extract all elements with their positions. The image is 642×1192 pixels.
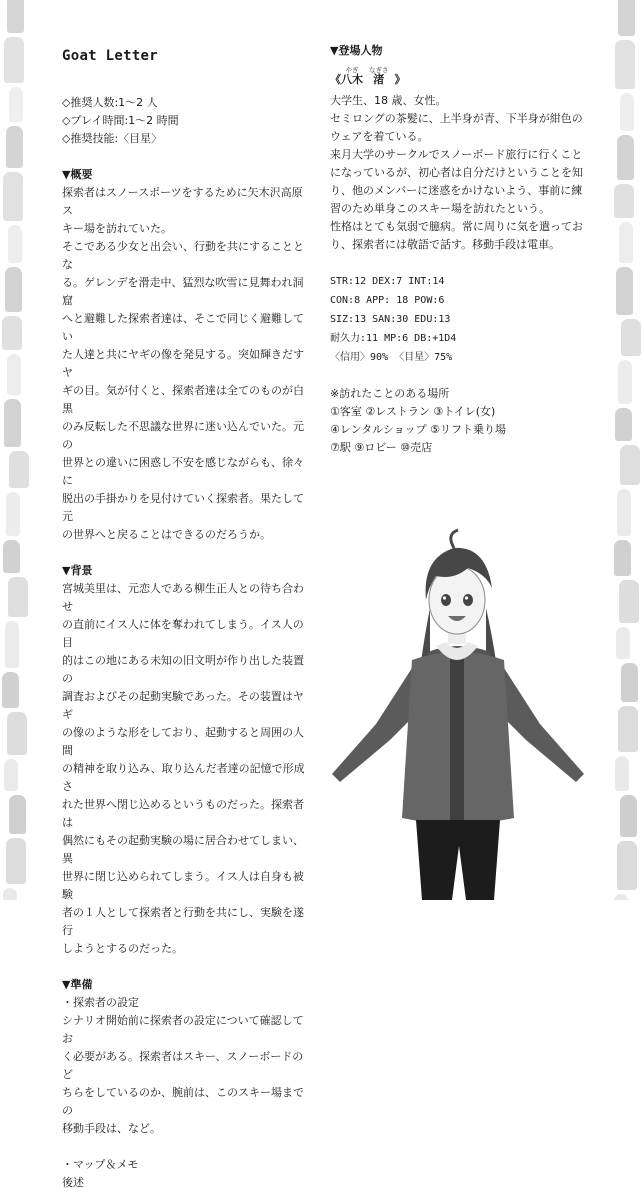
stat-line: 〈信用〉90% 〈目星〉75%: [330, 352, 453, 363]
border-figure: [2, 316, 22, 350]
summary-line: 脱出の手掛かりを見付けていく探索者。果たして元: [62, 492, 304, 523]
summary-heading: ▼概要: [62, 168, 93, 181]
visited-places: [330, 403, 615, 457]
preparation-line: 移動手段は、など。: [62, 1122, 161, 1135]
border-figure: [614, 184, 634, 218]
border-figure: [620, 93, 634, 131]
summary-line: 探索者はスノースポーツをするために矢木沢高原ス: [62, 186, 303, 217]
summary-line: た人達と共にヤギの像を発見する。突如輝きだすヤ: [62, 348, 304, 379]
border-figure: [618, 0, 635, 36]
character-stats: [330, 272, 615, 367]
background-line: しようとするのだった。: [62, 942, 183, 955]
stat-line: STR:12 DEX:7 INT:14: [330, 276, 445, 287]
character-line: 性格はとても気弱で臆病。常に周りに気を遣ってお: [330, 220, 583, 233]
border-figure: [6, 126, 23, 168]
place-line: ⑦駅 ⑨ロビー ⑩売店: [330, 441, 433, 454]
investigator-setup-subheading: ・探索者の設定: [62, 996, 139, 1009]
character-line: 大学生、18 歳、女性。: [330, 94, 447, 107]
border-figure: [619, 222, 633, 263]
border-figure: [620, 795, 637, 837]
right-border-figures: [612, 0, 642, 900]
border-figure: [618, 360, 632, 404]
border-figure: [3, 172, 23, 221]
character-line: セミロングの茶髪に、上半身が青、下半身が紺色の: [330, 112, 583, 125]
border-figure: [4, 759, 18, 791]
background-line: 者の１人として探索者と行動を共にし、実験を遂行: [62, 906, 304, 937]
summary-line: る。ゲレンデを滑走中、猛烈な吹雪に見舞われ洞窟: [62, 276, 304, 307]
border-figure: [4, 399, 21, 447]
characters-heading: ▼登場人物: [330, 44, 383, 57]
character-line: になっているが、初心者は自分だけということを知: [330, 166, 583, 179]
border-figure: [620, 445, 640, 485]
character-line: り、探索者には敬語で話す。移動手段は電車。: [330, 238, 561, 251]
border-figure: [617, 135, 634, 180]
character-line: 来月大学のサークルでスノーボード旅行に行くこと: [330, 148, 583, 161]
background-line: の像のような形をしており、起動すると周囲の人間: [62, 726, 304, 757]
border-figure: [4, 37, 24, 83]
character-line: ウェアを着ている。: [330, 130, 429, 143]
left-column: [62, 48, 307, 1192]
background-line: 調査およびその起動実験であった。その装置はヤギ: [62, 690, 304, 721]
border-figure: [616, 267, 633, 315]
border-figure: [617, 841, 637, 890]
background-line: の直前にイス人に体を奪われてしまう。イス人の目: [62, 618, 304, 649]
given-name: 渚: [373, 73, 385, 86]
character-name: 《 やぎ 八木 なぎさ 渚 》: [330, 66, 406, 86]
summary-text: [62, 184, 307, 544]
border-figure: [5, 267, 22, 312]
preparation-line: シナリオ開始前に探索者の設定について確認してお: [62, 1014, 304, 1045]
character-description: [330, 92, 615, 254]
border-figure: [614, 894, 628, 900]
summary-line: へと避難した探索者達は、そこで同じく避難してい: [62, 312, 304, 343]
border-figure: [6, 838, 26, 884]
summary-line: の世界へと戻ることはできるのだろうか。: [62, 528, 271, 541]
border-figure: [3, 888, 17, 900]
preparation-line: ちらをしているのか、腕前は、このスキー場までの: [62, 1086, 304, 1117]
background-line: れた世界へ閉じ込めるというものだった。探索者は: [62, 798, 304, 829]
recommended-skills: ◇推奨技能:〈目星〉: [62, 132, 163, 145]
border-figure: [614, 540, 631, 576]
map-memo-subheading: ・マップ＆メモ: [62, 1158, 139, 1171]
background-line: 偶然にもその起動実験の場に居合わせてしまい、異: [62, 834, 304, 865]
border-figure: [615, 40, 635, 89]
border-figure: [619, 580, 639, 623]
border-figure: [616, 627, 630, 659]
place-line: ④レンタルショップ ⑤リフト乗り場: [330, 423, 507, 436]
family-name: 八木: [341, 73, 363, 86]
background-line: の精神を取り込み、取り込んだ者達の記憶で形成さ: [62, 762, 305, 793]
background-line: 世界に閉じ込められてしまう。イス人は自身も被験: [62, 870, 304, 901]
background-line: 宮城美里は、元恋人である柳生正人との待ち合わせ: [62, 582, 304, 613]
summary-line: キー場を訪れていた。: [62, 222, 172, 235]
border-figure: [615, 408, 632, 441]
border-figure: [9, 451, 29, 488]
summary-line: 世界との違いに困惑し不安を感じながらも、徐々に: [62, 456, 304, 487]
border-figure: [6, 492, 20, 536]
stat-line: CON:8 APP: 18 POW:6: [330, 295, 445, 306]
summary-line: そこである少女と出会い、行動を共にすることとな: [62, 240, 304, 271]
summary-line: のみ反転した不思議な世界に迷い込んでいた。元の: [62, 420, 304, 451]
character-line: 習のため単身このスキー場を訪れたという。: [330, 202, 550, 215]
border-figure: [7, 712, 27, 755]
places-heading: ※訪れたことのある場所: [330, 387, 450, 400]
preparation-heading: ▼準備: [62, 978, 93, 991]
border-figure: [3, 540, 20, 573]
preparation-text: [62, 1012, 307, 1138]
character-line: り、他のメンバーに迷惑をかけないよう、事前に練: [330, 184, 583, 197]
border-figure: [615, 756, 629, 791]
left-border-figures: [0, 0, 30, 900]
border-figure: [8, 577, 28, 617]
border-figure: [7, 0, 24, 33]
stat-line: SIZ:13 SAN:30 EDU:13: [330, 314, 451, 325]
border-figure: [617, 489, 631, 536]
stat-line: 耐久力:11 MP:6 DB:+1D4: [330, 333, 457, 344]
scenario-title: Goat Letter: [62, 48, 159, 64]
border-figure: [621, 663, 638, 702]
place-line: ①客室 ②レストラン ③トイレ(女): [330, 405, 496, 418]
border-figure: [618, 706, 638, 752]
background-text: [62, 580, 307, 958]
summary-line: ギの目。気が付くと、探索者達は全てのものが白黒: [62, 384, 304, 415]
border-figure: [621, 319, 641, 356]
border-figure: [8, 225, 22, 263]
play-time: ◇プレイ時間:1～2 時間: [62, 114, 179, 127]
described-later: 後述: [62, 1176, 84, 1189]
border-figure: [9, 795, 26, 834]
family-name-ruby: やぎ: [345, 66, 359, 74]
border-figure: [5, 621, 19, 668]
right-column: [330, 42, 615, 457]
recommended-players: ◇推奨人数:1～2 人: [62, 96, 158, 109]
preparation-line: く必要がある。探索者はスキー、スノーボードのど: [62, 1050, 304, 1081]
border-figure: [9, 87, 23, 122]
background-heading: ▼背景: [62, 564, 93, 577]
given-name-ruby: なぎさ: [369, 66, 389, 74]
border-figure: [2, 672, 19, 708]
border-figure: [7, 354, 21, 395]
character-illustration: [318, 528, 598, 900]
background-line: 的はこの地にある未知の旧文明が作り出した装置の: [62, 654, 304, 685]
